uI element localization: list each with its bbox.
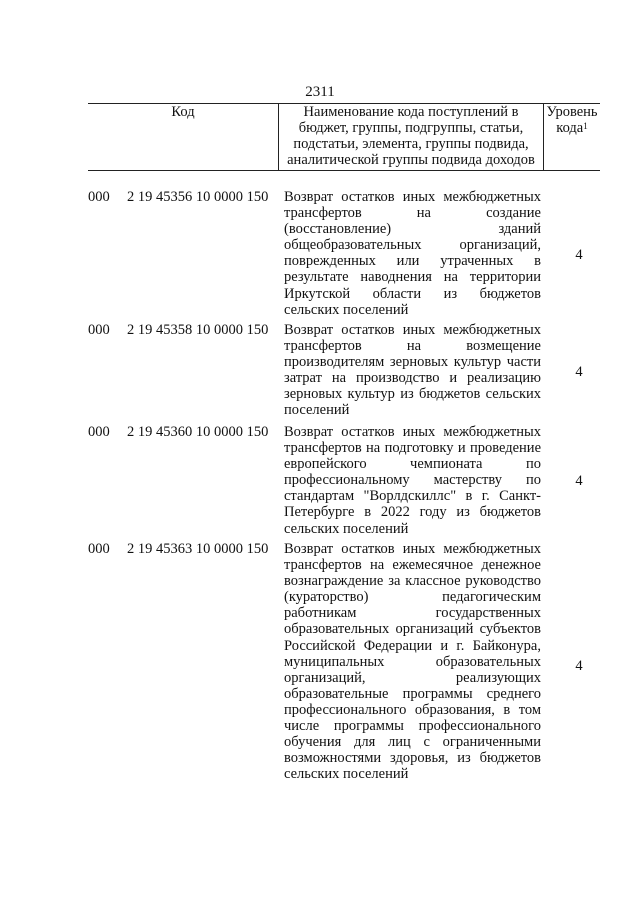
header-level	[544, 104, 600, 170]
footnote-marker: 1	[583, 121, 588, 131]
admin-code: 000	[88, 322, 110, 338]
admin-code: 000	[88, 541, 110, 557]
revenue-name: Возврат остатков иных межбюджетных трансфертов на возмещение производителям зерновых культур части затрат на производство и реализацию зерновых культур из бюджетов сельских поселений	[284, 322, 541, 419]
level-value: 4	[575, 364, 583, 380]
revenue-code: 2 19 45356 10 0000 150	[127, 189, 269, 205]
admin-code: 000	[88, 424, 110, 440]
table-header	[88, 103, 600, 171]
revenue-code: 2 19 45360 10 0000 150	[127, 424, 269, 440]
revenue-name: Возврат остатков иных межбюджетных трансфертов на создание (восстановление) зданий общеобразовательных организаций, поврежденных или утраченных в результате наводнения на территории Иркутской области из бюджетов сельских поселений	[284, 189, 541, 318]
level-value: 4	[575, 473, 583, 489]
revenue-name: Возврат остатков иных межбюджетных трансфертов на подготовку и проведение европейского чемпионата по профессиональному мастерству по стандартам "Ворлдскиллс" в г. Санкт-Петербурге в 2022 году из бюджетов сельских поселений	[284, 424, 541, 537]
table-row	[88, 189, 600, 321]
table-row	[88, 424, 600, 539]
table-row	[88, 322, 600, 420]
revenue-code: 2 19 45358 10 0000 150	[127, 322, 269, 338]
level-value: 4	[575, 658, 583, 674]
header-name-label: Наименование кода поступлений в бюджет, группы, подгруппы, статьи, подстатьи, элемента, группы подвида, аналитической группы подвида доходов	[287, 104, 535, 168]
revenue-code: 2 19 45363 10 0000 150	[127, 541, 269, 557]
header-level-label: Уровень кода	[546, 104, 598, 136]
header-code	[88, 104, 279, 170]
header-name	[279, 104, 544, 170]
page-number: 2311	[305, 84, 335, 100]
table-row	[88, 541, 600, 801]
header-code-label: Код	[171, 104, 195, 120]
level-value: 4	[575, 247, 583, 263]
revenue-name: Возврат остатков иных межбюджетных трансфертов на ежемесячное денежное вознаграждение за классное руководство (кураторство) педагогическим работникам государственных образовательных организаций субъектов Российской Федерации и г. Байконура, муниципальных образовательных организаций, реализующих образовательные программы среднего профессионального образования, в том числе программы профессионального обучения для лиц с ограниченными возможностями здоровья, из бюджетов сельских поселений	[284, 541, 541, 783]
admin-code: 000	[88, 189, 110, 205]
